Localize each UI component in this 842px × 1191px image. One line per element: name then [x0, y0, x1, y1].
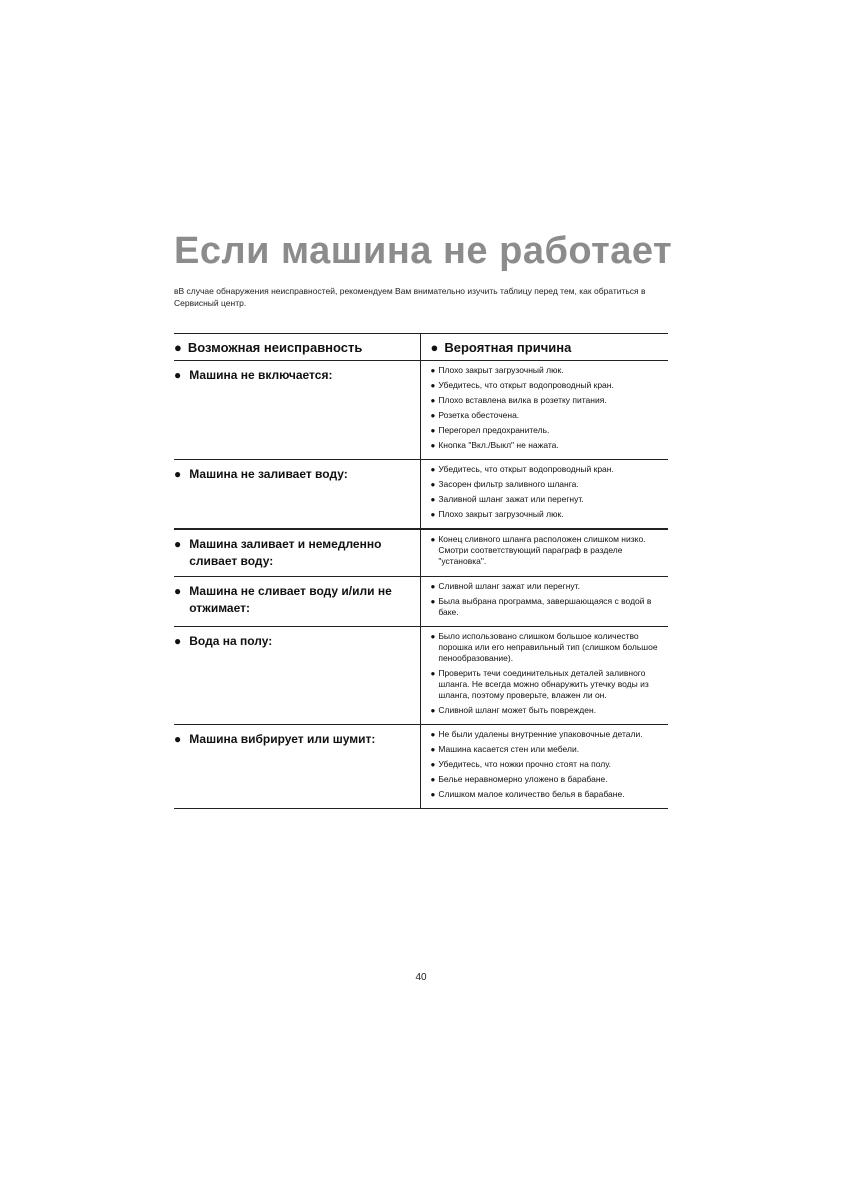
cause-cell	[420, 460, 668, 530]
bullet-icon: ●	[174, 368, 182, 382]
cause-item	[431, 509, 669, 520]
fault-text: Машина не сливает воду и/или не отжимает:	[189, 584, 392, 615]
bullet-icon: ●	[174, 537, 182, 551]
cause-item	[431, 534, 669, 567]
fault-cell	[174, 577, 420, 627]
cause-item	[431, 744, 669, 755]
cause-item	[431, 440, 669, 451]
table-row	[174, 577, 668, 627]
cause-text: Плохо закрыт загрузочный люк.	[438, 365, 564, 375]
fault-item	[174, 731, 420, 748]
bullet-icon: ●	[430, 465, 436, 474]
cause-list	[431, 534, 669, 567]
header-cause-label: Вероятная причина	[444, 339, 572, 355]
fault-cell	[174, 361, 420, 460]
cause-list	[431, 729, 669, 800]
page-title: Если машина не работает	[174, 230, 673, 272]
cause-item	[431, 365, 669, 376]
cause-text: Не были удалены внутренние упаковочные детали.	[438, 729, 643, 739]
cause-cell	[420, 529, 668, 577]
cause-text: Убедитесь, что открыт водопроводный кран.	[438, 464, 614, 474]
fault-item	[174, 583, 420, 617]
fault-text: Вода на полу:	[189, 634, 273, 648]
bullet-icon: ●	[430, 669, 436, 678]
cause-text: Убедитесь, что открыт водопроводный кран.	[438, 380, 614, 390]
cause-list	[431, 464, 669, 520]
cause-cell	[420, 361, 668, 460]
cause-text: Конец сливного шланга расположен слишком низко. Смотри соответствующий параграф в разделе "установка".	[438, 534, 646, 566]
fault-text: Машина не заливает воду:	[189, 467, 348, 481]
bullet-icon: ●	[430, 632, 436, 641]
cause-text: Слишком малое количество белья в барабане.	[438, 789, 625, 799]
troubleshooting-table	[174, 333, 668, 809]
cause-text: Проверить течи соединительных деталей заливного шланга. Не всегда можно обнаружить утечку воды из шланга, поэтому проверьте, влажен ли он.	[438, 668, 649, 700]
cause-item	[431, 581, 669, 592]
cause-item	[431, 668, 669, 701]
header-cause	[420, 334, 668, 361]
cause-text: Засорен фильтр заливного шланга.	[438, 479, 579, 489]
cause-text: Перегорел предохранитель.	[438, 425, 550, 435]
bullet-icon: ●	[430, 760, 436, 769]
intro-text: вВ случае обнаружения неисправностей, рекомендуем Вам внимательно изучить таблицу перед тем, как обратиться в Сервисный центр.	[174, 286, 646, 308]
table-row	[174, 361, 668, 460]
cause-cell	[420, 725, 668, 809]
fault-item	[174, 633, 420, 650]
page-number: 40	[415, 972, 427, 983]
cause-item	[431, 425, 669, 436]
fault-item	[174, 466, 420, 483]
bullet-icon: ●	[430, 441, 436, 450]
bullet-icon: ●	[430, 495, 436, 504]
cause-list	[431, 581, 669, 618]
bullet-icon: ●	[174, 584, 182, 598]
bullet-icon: ●	[430, 790, 436, 799]
cause-item	[431, 494, 669, 505]
cause-text: Была выбрана программа, завершающаяся с водой в баке.	[438, 596, 652, 617]
cause-item	[431, 380, 669, 391]
fault-cell	[174, 460, 420, 530]
bullet-icon: ●	[430, 366, 436, 375]
table-body	[174, 361, 668, 809]
bullet-icon: ●	[430, 381, 436, 390]
table-row	[174, 725, 668, 809]
header-fault-label: Возможная неисправность	[187, 339, 363, 355]
cause-item	[431, 464, 669, 475]
cause-text: Белье неравномерно уложено в барабане.	[438, 774, 608, 784]
bullet-icon: ●	[174, 732, 182, 746]
table-row	[174, 460, 668, 530]
header-fault	[174, 334, 420, 361]
bullet-icon: ●	[430, 339, 439, 355]
bullet-icon: ●	[430, 730, 436, 739]
bullet-icon: ●	[430, 582, 436, 591]
cause-text: Кнопка "Вкл./Выкл" не нажата.	[438, 440, 559, 450]
bullet-icon: ●	[430, 745, 436, 754]
cause-item	[431, 395, 669, 406]
cause-text: Розетка обесточена.	[438, 410, 520, 420]
cause-item	[431, 705, 669, 716]
bullet-icon: ●	[430, 597, 436, 606]
bullet-icon: ●	[174, 339, 182, 355]
table-row	[174, 529, 668, 577]
cause-item	[431, 759, 669, 770]
fault-item	[174, 536, 420, 570]
fault-cell	[174, 725, 420, 809]
cause-text: Убедитесь, что ножки прочно стоят на полу.	[438, 759, 612, 769]
fault-text: Машина заливает и немедленно сливает воду:	[189, 537, 382, 568]
bullet-icon: ●	[174, 634, 182, 648]
bullet-icon: ●	[430, 426, 436, 435]
cause-list	[431, 365, 669, 451]
table-row	[174, 627, 668, 725]
cause-text: Машина касается стен или мебели.	[438, 744, 580, 754]
fault-cell	[174, 529, 420, 577]
cause-cell	[420, 577, 668, 627]
table-header-row	[174, 334, 668, 361]
fault-text: Машина не включается:	[189, 368, 333, 382]
cause-text: Заливной шланг зажат или перегнут.	[438, 494, 584, 504]
bullet-icon: ●	[430, 706, 436, 715]
cause-item	[431, 774, 669, 785]
bullet-icon: ●	[430, 411, 436, 420]
bullet-icon: ●	[430, 535, 436, 544]
bullet-icon: ●	[430, 480, 436, 489]
cause-item	[431, 410, 669, 421]
bullet-icon: ●	[430, 396, 436, 405]
bullet-icon: ●	[430, 775, 436, 784]
cause-cell	[420, 627, 668, 725]
cause-item	[431, 631, 669, 664]
cause-text: Плохо закрыт загрузочный люк.	[438, 509, 564, 519]
cause-text: Было использовано слишком большое количество порошка или его неправильный тип (слишком большое пенообразование).	[438, 631, 658, 663]
cause-list	[431, 631, 669, 716]
cause-text: Плохо вставлена вилка в розетку питания.	[438, 395, 607, 405]
cause-item	[431, 479, 669, 490]
bullet-icon: ●	[430, 510, 436, 519]
cause-text: Сливной шланг зажат или перегнут.	[438, 581, 580, 591]
cause-item	[431, 729, 669, 740]
fault-item	[174, 367, 420, 384]
fault-cell	[174, 627, 420, 725]
cause-text: Сливной шланг может быть поврежден.	[438, 705, 597, 715]
cause-item	[431, 789, 669, 800]
fault-text: Машина вибрирует или шумит:	[189, 732, 376, 746]
bullet-icon: ●	[174, 467, 182, 481]
cause-item	[431, 596, 669, 618]
